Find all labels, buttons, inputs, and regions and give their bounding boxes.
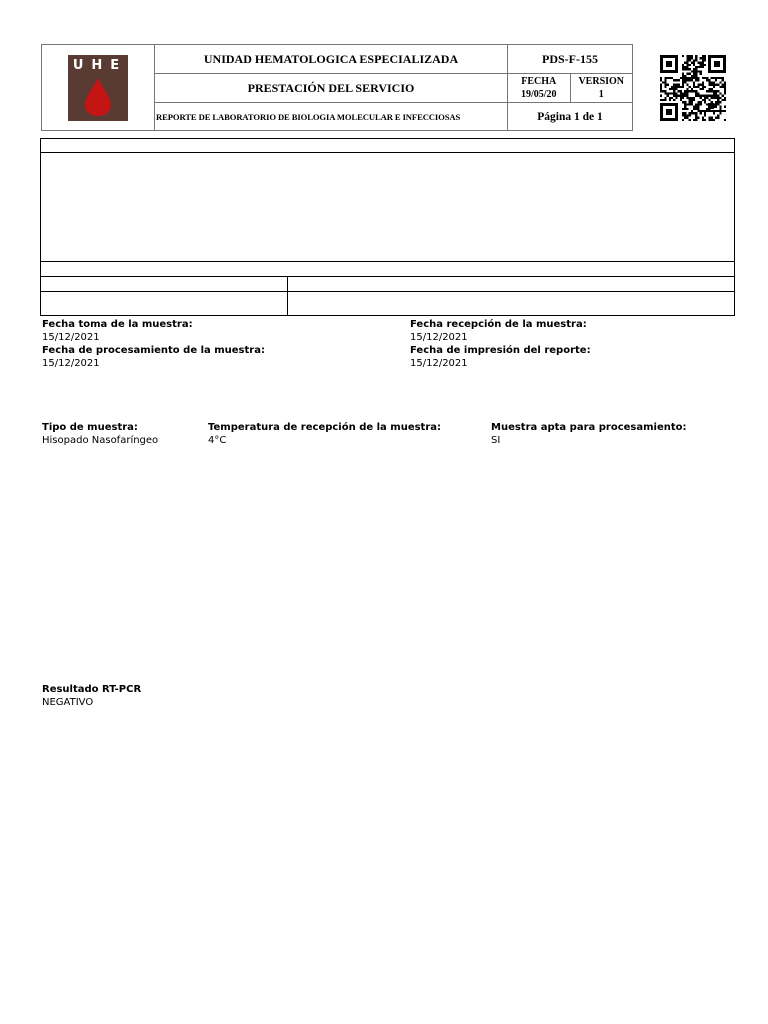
version-value: 1: [598, 89, 604, 100]
patient-info-grid: [40, 138, 735, 316]
fecha-label: FECHA: [521, 76, 557, 87]
muestra-apta-value: SI: [491, 435, 501, 446]
fecha-recepcion-value: 15/12/2021: [410, 332, 468, 343]
muestra-apta-label: Muestra apta para procesamiento:: [491, 422, 687, 433]
version-cell: [570, 74, 633, 103]
blood-drop-icon: [84, 77, 112, 117]
fecha-toma-label: Fecha toma de la muestra:: [42, 319, 193, 330]
fecha-impresion-label: Fecha de impresión del reporte:: [410, 345, 591, 356]
fecha-toma-value: 15/12/2021: [42, 332, 100, 343]
grid-header-row: [40, 138, 735, 153]
page-indicator: Página 1 de 1: [508, 103, 633, 131]
qr-code: [659, 54, 727, 122]
grid-patient-box: [40, 152, 735, 262]
grid-cell: [40, 291, 288, 316]
service-title: PRESTACIÓN DEL SERVICIO: [155, 74, 508, 103]
grid-cell: [287, 276, 735, 292]
document-code: PDS-F-155: [508, 45, 633, 74]
org-name: UNIDAD HEMATOLOGICA ESPECIALIZADA: [155, 45, 508, 74]
version-label: VERSION: [578, 76, 625, 87]
temperatura-value: 4°C: [208, 435, 227, 446]
fecha-procesamiento-value: 15/12/2021: [42, 358, 100, 369]
document-header: [41, 44, 633, 131]
fecha-cell: [508, 74, 571, 103]
grid-cell: [287, 291, 735, 316]
grid-cell: [40, 276, 288, 292]
report-title: REPORTE DE LABORATORIO DE BIOLOGIA MOLECULAR E INFECCIOSAS: [155, 103, 508, 131]
logo-cell: [42, 45, 155, 131]
temperatura-label: Temperatura de recepción de la muestra:: [208, 422, 442, 433]
logo-text: UHE: [72, 57, 128, 73]
tipo-muestra-value: Hisopado Nasofaríngeo: [42, 435, 159, 446]
grid-row: [40, 261, 735, 277]
resultado-value: NEGATIVO: [42, 697, 94, 708]
tipo-muestra-label: Tipo de muestra:: [42, 422, 138, 433]
fecha-recepcion-label: Fecha recepción de la muestra:: [410, 319, 587, 330]
fecha-impresion-value: 15/12/2021: [410, 358, 468, 369]
resultado-label: Resultado RT-PCR: [42, 684, 142, 695]
fecha-procesamiento-label: Fecha de procesamiento de la muestra:: [42, 345, 265, 356]
uhe-logo: [68, 55, 128, 121]
fecha-value: 19/05/20: [520, 89, 557, 100]
